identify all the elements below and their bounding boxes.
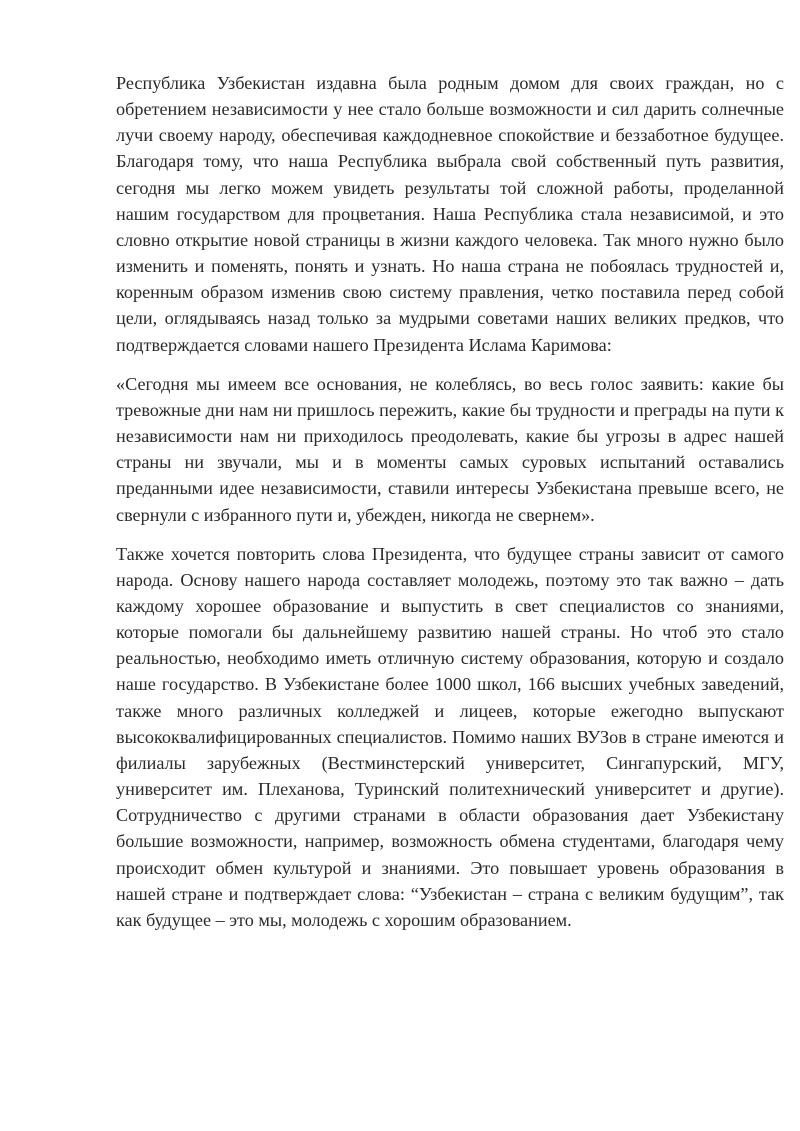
paragraph-intro: Республика Узбекистан издавна была родным домом для своих граждан, но с обретением независимости у нее стало больше возможности и сил дарить солнечные лучи своему народу, обеспечивая каждодневное спокойствие и беззаботное будущее. Благодаря тому, что наша Республика выбрала свой собственный путь развития, сегодня мы легко можем увидеть результаты той сложной работы, проделанной нашим государством для процветания. Наша Республика стала независимой, и это словно открытие новой страницы в жизни каждого человека. Так много нужно было изменить и поменять, понять и узнать. Но наша страна не побоялась трудностей и, коренным образом изменив свою систему правления, четко поставила перед собой цели, оглядываясь назад только за мудрыми советами наших великих предков, что подтверждается словами нашего Президента Ислама Каримова: xyxy=(116,73,784,355)
document-page xyxy=(116,70,784,946)
paragraph-quote: «Сегодня мы имеем все основания, не колеблясь, во весь голос заявить: какие бы тревожные дни нам ни пришлось пережить, какие бы трудности и преграды на пути к независимости нам ни приходилось преодолевать, какие бы угрозы в адрес нашей страны ни звучали, мы и в моменты самых суровых испытаний оставались преданными идее независимости, ставили интересы Узбекистана превыше всего, не свернули с избранного пути и, убежден, никогда не свернем». xyxy=(116,373,784,525)
paragraph-education: Также хочется повторить слова Президента, что будущее страны зависит от самого народа. Основу нашего народа составляет молодежь, поэтому это так важно – дать каждому хорошее образование и выпустить в свет специалистов со знаниями, которые помогали бы дальнейшему развитию нашей страны. Но чтоб это стало реальностью, необходимо иметь отличную систему образования, которую и создало наше государство. В Узбекистане более 1000 школ, 166 высших учебных заведений, также много различных колледжей и лицеев, которые ежегодно выпускают высококвалифицированных специалистов. Помимо наших ВУЗов в стране имеются и филиалы зарубежных (Вестминстерский университет, Сингапурский, МГУ, университет им. Плеханова, Туринский политехнический университет и другие). Сотрудничество с другими странами в области образования дает Узбекистану большие возможности, например, возможность обмена студентами, благодаря чему происходит обмен культурой и знаниями. Это повышает уровень образования в нашей стране и подтверждает слова: “Узбекистан – страна с великим будущим”, так как будущее – это мы, молодежь с хорошим образованием. xyxy=(116,543,784,930)
